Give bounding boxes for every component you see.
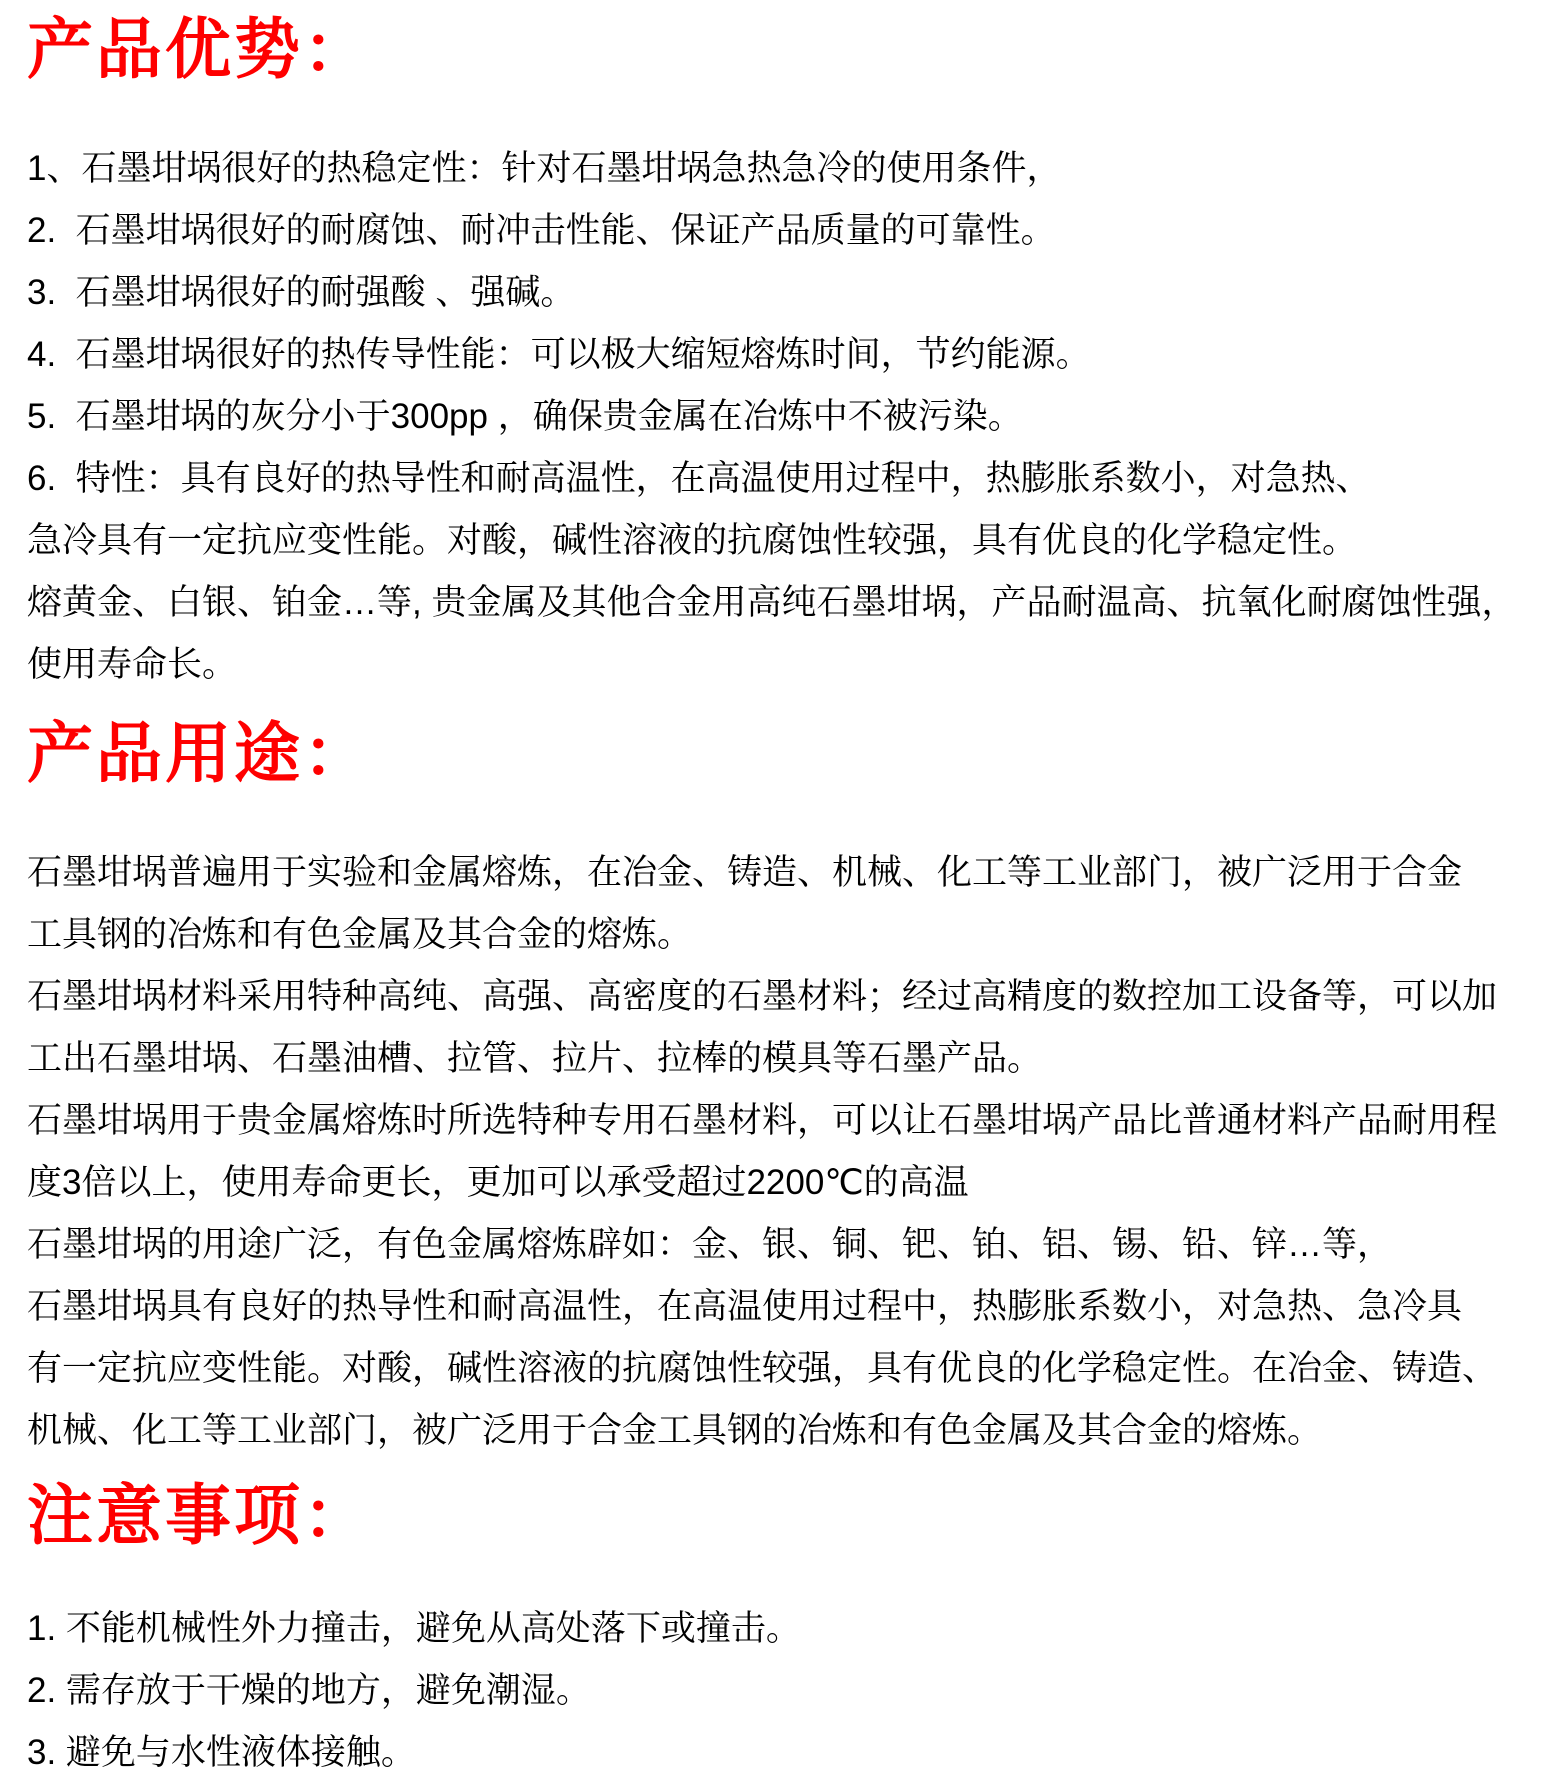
advantages-line: 4. 石墨坩埚很好的热传导性能：可以极大缩短熔炼时间，节约能源。 [27,335,1091,374]
advantages-line: 5. 石墨坩埚的灰分小于300pp ，确保贵金属在冶炼中不被污染。 [27,397,1023,436]
uses-line: 有一定抗应变性能。对酸，碱性溶液的抗腐蚀性较强，具有优良的化学稳定性。在冶金、铸造、 [27,1349,1498,1388]
uses-line: 工出石墨坩埚、石墨油槽、拉管、拉片、拉棒的模具等石墨产品。 [27,1039,1043,1078]
uses-line: 石墨坩埚材料采用特种高纯、高强、高密度的石墨材料；经过高精度的数控加工设备等，可以加 [27,977,1498,1016]
notes-text-block [27,1598,1543,1784]
section-uses [27,712,1543,1462]
notes-heading: 注意事项： [27,1478,372,1552]
uses-heading: 产品用途： [27,716,372,790]
uses-line: 工具钢的冶炼和有色金属及其合金的熔炼。 [27,915,693,954]
notes-line: 2. 需存放于干燥的地方，避免潮湿。 [27,1671,591,1710]
advantages-heading: 产品优势： [27,12,372,86]
uses-line: 石墨坩埚普遍用于实验和金属熔炼，在冶金、铸造、机械、化工等工业部门，被广泛用于合金 [27,853,1463,892]
advantages-line: 2. 石墨坩埚很好的耐腐蚀、耐冲击性能、保证产品质量的可靠性。 [27,211,1056,250]
notes-line: 3. 避免与水性液体接触。 [27,1733,416,1772]
advantages-line: 使用寿命长。 [27,645,238,684]
uses-line: 石墨坩埚具有良好的热导性和耐高温性，在高温使用过程中，热膨胀系数小，对急热、急冷具 [27,1287,1463,1326]
advantages-line: 熔黄金、白银、铂金…等, 贵金属及其他合金用高纯石墨坩埚，产品耐温高、抗氧化耐腐蚀性强， [27,583,1517,622]
advantages-line: 1、石墨坩埚很好的热稳定性：针对石墨坩埚急热急冷的使用条件， [27,149,1062,188]
uses-line: 机械、化工等工业部门，被广泛用于合金工具钢的冶炼和有色金属及其合金的熔炼。 [27,1411,1323,1450]
section-notes [27,1474,1543,1784]
uses-text-block [27,842,1543,1462]
uses-line: 度3倍以上，使用寿命更长，更加可以承受超过2200℃的高温 [27,1163,969,1202]
advantages-line: 3. 石墨坩埚很好的耐强酸 、强碱。 [27,273,576,312]
section-advantages [27,0,1543,696]
notes-line: 1. 不能机械性外力撞击，避免从高处落下或撞击。 [27,1609,801,1648]
advantages-line: 急冷具有一定抗应变性能。对酸，碱性溶液的抗腐蚀性较强，具有优良的化学稳定性。 [27,521,1358,560]
uses-line: 石墨坩埚的用途广泛，有色金属熔炼辟如：金、银、铜、钯、铂、铝、锡、铅、锌…等， [27,1225,1393,1264]
uses-line: 石墨坩埚用于贵金属熔炼时所选特种专用石墨材料，可以让石墨坩埚产品比普通材料产品耐用程 [27,1101,1498,1140]
advantages-text-block [27,138,1543,696]
advantages-line: 6. 特性：具有良好的热导性和耐高温性，在高温使用过程中，热膨胀系数小，对急热、 [27,459,1371,498]
